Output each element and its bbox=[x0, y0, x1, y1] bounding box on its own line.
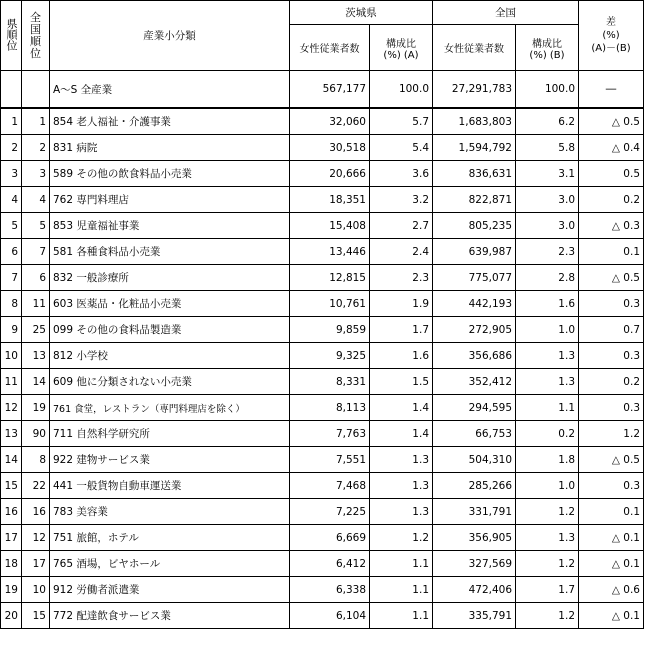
table-row bbox=[1, 265, 644, 291]
national-workers: 327,569 bbox=[433, 551, 516, 577]
pref-rank: 5 bbox=[1, 213, 22, 239]
ibaraki-workers: 8,331 bbox=[290, 369, 370, 395]
ibaraki-ratio: 1.7 bbox=[370, 317, 433, 343]
national-workers-header: 女性従業者数 bbox=[433, 25, 516, 71]
diff: △ 0.4 bbox=[579, 135, 644, 161]
ibaraki-ratio: 1.9 bbox=[370, 291, 433, 317]
national-ratio: 1.2 bbox=[516, 603, 579, 629]
diff: △ 0.1 bbox=[579, 603, 644, 629]
ibaraki-workers: 32,060 bbox=[290, 108, 370, 135]
ibaraki-workers-header: 女性従業者数 bbox=[290, 25, 370, 71]
national-workers: 285,266 bbox=[433, 473, 516, 499]
national-workers: 272,905 bbox=[433, 317, 516, 343]
pref-rank: 7 bbox=[1, 265, 22, 291]
industry-name: 711 自然科学研究所 bbox=[50, 421, 290, 447]
diff: △ 0.5 bbox=[579, 108, 644, 135]
ibaraki-header: 茨城県 bbox=[290, 1, 433, 25]
ibaraki-workers: 20,666 bbox=[290, 161, 370, 187]
national-ratio: 1.7 bbox=[516, 577, 579, 603]
pref-rank: 3 bbox=[1, 161, 22, 187]
national-workers: 66,753 bbox=[433, 421, 516, 447]
pref-rank: 11 bbox=[1, 369, 22, 395]
ibaraki-ratio: 2.3 bbox=[370, 265, 433, 291]
table-row bbox=[1, 395, 644, 421]
ibaraki-ratio: 1.4 bbox=[370, 395, 433, 421]
table-row bbox=[1, 603, 644, 629]
national-rank: 5 bbox=[22, 213, 50, 239]
industry-name: 099 その他の食料品製造業 bbox=[50, 317, 290, 343]
industry-name: 853 児童福祉事業 bbox=[50, 213, 290, 239]
national-rank: 90 bbox=[22, 421, 50, 447]
ibaraki-workers: 15,408 bbox=[290, 213, 370, 239]
national-workers: 331,791 bbox=[433, 499, 516, 525]
national-workers: 1,683,803 bbox=[433, 108, 516, 135]
pref-rank: 20 bbox=[1, 603, 22, 629]
national-workers: 356,905 bbox=[433, 525, 516, 551]
ibaraki-workers: 10,761 bbox=[290, 291, 370, 317]
national-ratio: 0.2 bbox=[516, 421, 579, 447]
ibaraki-ratio: 1.3 bbox=[370, 499, 433, 525]
ibaraki-workers: 7,763 bbox=[290, 421, 370, 447]
pref-rank: 4 bbox=[1, 187, 22, 213]
industry-name: 922 建物サービス業 bbox=[50, 447, 290, 473]
pref-rank: 16 bbox=[1, 499, 22, 525]
ibaraki-ratio: 1.2 bbox=[370, 525, 433, 551]
diff: 0.5 bbox=[579, 161, 644, 187]
ibaraki-ratio: 2.4 bbox=[370, 239, 433, 265]
national-ratio: 5.8 bbox=[516, 135, 579, 161]
diff: 0.2 bbox=[579, 369, 644, 395]
industry-name: 589 その他の飲食料品小売業 bbox=[50, 161, 290, 187]
national-rank-header: 全国順位 bbox=[22, 1, 50, 71]
national-ratio: 2.8 bbox=[516, 265, 579, 291]
diff: 0.3 bbox=[579, 473, 644, 499]
diff: △ 0.1 bbox=[579, 525, 644, 551]
national-workers: 356,686 bbox=[433, 343, 516, 369]
national-ratio: 1.2 bbox=[516, 551, 579, 577]
industry-name: 812 小学校 bbox=[50, 343, 290, 369]
ibaraki-workers: 8,113 bbox=[290, 395, 370, 421]
table-row bbox=[1, 421, 644, 447]
pref-rank: 10 bbox=[1, 343, 22, 369]
industry-name: 832 一般診療所 bbox=[50, 265, 290, 291]
national-rank: 7 bbox=[22, 239, 50, 265]
national-rank: 12 bbox=[22, 525, 50, 551]
national-ratio: 2.3 bbox=[516, 239, 579, 265]
national-ratio: 1.0 bbox=[516, 473, 579, 499]
industry-name: 751 旅館，ホテル bbox=[50, 525, 290, 551]
national-ratio: 1.3 bbox=[516, 369, 579, 395]
table-row bbox=[1, 108, 644, 135]
total-diff: ― bbox=[579, 71, 644, 109]
industry-name: 783 美容業 bbox=[50, 499, 290, 525]
diff: 0.2 bbox=[579, 187, 644, 213]
pref-rank: 14 bbox=[1, 447, 22, 473]
national-ratio: 1.8 bbox=[516, 447, 579, 473]
national-header: 全国 bbox=[433, 1, 579, 25]
ibaraki-ratio: 1.1 bbox=[370, 577, 433, 603]
pref-rank: 6 bbox=[1, 239, 22, 265]
table-row bbox=[1, 213, 644, 239]
national-ratio: 1.6 bbox=[516, 291, 579, 317]
pref-rank-header: 県順位 bbox=[1, 1, 22, 71]
industry-name: 772 配達飲食サービス業 bbox=[50, 603, 290, 629]
ibaraki-workers: 6,104 bbox=[290, 603, 370, 629]
national-rank: 8 bbox=[22, 447, 50, 473]
table-row bbox=[1, 369, 644, 395]
ibaraki-workers: 9,859 bbox=[290, 317, 370, 343]
national-rank: 11 bbox=[22, 291, 50, 317]
national-ratio: 3.0 bbox=[516, 213, 579, 239]
ibaraki-ratio: 1.3 bbox=[370, 447, 433, 473]
diff: 1.2 bbox=[579, 421, 644, 447]
national-workers: 822,871 bbox=[433, 187, 516, 213]
ibaraki-ratio: 1.1 bbox=[370, 603, 433, 629]
ibaraki-workers: 12,815 bbox=[290, 265, 370, 291]
table-row bbox=[1, 343, 644, 369]
national-ratio: 1.0 bbox=[516, 317, 579, 343]
national-workers: 294,595 bbox=[433, 395, 516, 421]
national-rank: 15 bbox=[22, 603, 50, 629]
ibaraki-ratio: 1.4 bbox=[370, 421, 433, 447]
ibaraki-workers: 7,225 bbox=[290, 499, 370, 525]
ibaraki-ratio-header: 構成比 (%) (A) bbox=[370, 25, 433, 71]
pref-rank: 9 bbox=[1, 317, 22, 343]
ibaraki-ratio: 1.3 bbox=[370, 473, 433, 499]
table-row bbox=[1, 317, 644, 343]
ibaraki-ratio: 5.7 bbox=[370, 108, 433, 135]
ibaraki-ratio: 2.7 bbox=[370, 213, 433, 239]
national-workers: 805,235 bbox=[433, 213, 516, 239]
national-ratio: 3.1 bbox=[516, 161, 579, 187]
ibaraki-ratio: 5.4 bbox=[370, 135, 433, 161]
national-ratio-header: 構成比 (%) (B) bbox=[516, 25, 579, 71]
national-ratio: 1.2 bbox=[516, 499, 579, 525]
pref-rank: 18 bbox=[1, 551, 22, 577]
difference-header: 差 (%) (A)－(B) bbox=[579, 1, 644, 71]
industry-name: 912 労働者派遣業 bbox=[50, 577, 290, 603]
ibaraki-ratio: 1.5 bbox=[370, 369, 433, 395]
ibaraki-workers: 13,446 bbox=[290, 239, 370, 265]
pref-rank: 2 bbox=[1, 135, 22, 161]
national-ratio: 3.0 bbox=[516, 187, 579, 213]
national-workers: 504,310 bbox=[433, 447, 516, 473]
national-rank: 25 bbox=[22, 317, 50, 343]
national-ratio: 1.1 bbox=[516, 395, 579, 421]
diff: 0.1 bbox=[579, 239, 644, 265]
ibaraki-ratio: 1.1 bbox=[370, 551, 433, 577]
ibaraki-workers: 6,338 bbox=[290, 577, 370, 603]
diff: 0.7 bbox=[579, 317, 644, 343]
pref-rank: 12 bbox=[1, 395, 22, 421]
national-workers: 1,594,792 bbox=[433, 135, 516, 161]
national-rank: 22 bbox=[22, 473, 50, 499]
pref-rank: 19 bbox=[1, 577, 22, 603]
industry-name: 441 一般貨物自動車運送業 bbox=[50, 473, 290, 499]
national-ratio: 1.3 bbox=[516, 343, 579, 369]
table-row bbox=[1, 291, 644, 317]
diff: 0.3 bbox=[579, 291, 644, 317]
diff: △ 0.6 bbox=[579, 577, 644, 603]
ibaraki-workers: 6,412 bbox=[290, 551, 370, 577]
pref-rank: 15 bbox=[1, 473, 22, 499]
industry-name: 831 病院 bbox=[50, 135, 290, 161]
national-ratio: 6.2 bbox=[516, 108, 579, 135]
national-rank: 14 bbox=[22, 369, 50, 395]
table-row bbox=[1, 473, 644, 499]
national-workers: 335,791 bbox=[433, 603, 516, 629]
total-industry: A～S 全産業 bbox=[50, 71, 290, 109]
pref-rank: 1 bbox=[1, 108, 22, 135]
national-workers: 352,412 bbox=[433, 369, 516, 395]
national-rank: 13 bbox=[22, 343, 50, 369]
table-row bbox=[1, 161, 644, 187]
table-row bbox=[1, 447, 644, 473]
ibaraki-workers: 18,351 bbox=[290, 187, 370, 213]
table-row bbox=[1, 499, 644, 525]
total-national-workers: 27,291,783 bbox=[433, 71, 516, 109]
total-ibaraki-ratio: 100.0 bbox=[370, 71, 433, 109]
table-row bbox=[1, 187, 644, 213]
diff: △ 0.5 bbox=[579, 265, 644, 291]
pref-rank: 13 bbox=[1, 421, 22, 447]
ibaraki-workers: 30,518 bbox=[290, 135, 370, 161]
diff: 0.3 bbox=[579, 343, 644, 369]
diff: 0.3 bbox=[579, 395, 644, 421]
table-row bbox=[1, 551, 644, 577]
national-rank: 6 bbox=[22, 265, 50, 291]
national-workers: 775,077 bbox=[433, 265, 516, 291]
national-rank: 3 bbox=[22, 161, 50, 187]
industry-name: 761 食堂，レストラン（専門料理店を除く） bbox=[50, 395, 290, 421]
ibaraki-ratio: 3.2 bbox=[370, 187, 433, 213]
pref-rank: 17 bbox=[1, 525, 22, 551]
industry-name: 765 酒場，ビヤホール bbox=[50, 551, 290, 577]
national-workers: 442,193 bbox=[433, 291, 516, 317]
table-row bbox=[1, 525, 644, 551]
national-workers: 639,987 bbox=[433, 239, 516, 265]
industry-name: 609 他に分類されない小売業 bbox=[50, 369, 290, 395]
total-row bbox=[1, 71, 644, 109]
national-rank: 1 bbox=[22, 108, 50, 135]
ibaraki-workers: 9,325 bbox=[290, 343, 370, 369]
total-national-ratio: 100.0 bbox=[516, 71, 579, 109]
pref-rank: 8 bbox=[1, 291, 22, 317]
table-row bbox=[1, 135, 644, 161]
national-rank: 17 bbox=[22, 551, 50, 577]
national-rank: 4 bbox=[22, 187, 50, 213]
ibaraki-workers: 7,468 bbox=[290, 473, 370, 499]
diff: 0.1 bbox=[579, 499, 644, 525]
national-workers: 836,631 bbox=[433, 161, 516, 187]
diff: △ 0.5 bbox=[579, 447, 644, 473]
total-ibaraki-workers: 567,177 bbox=[290, 71, 370, 109]
industry-name: 854 老人福祉・介護事業 bbox=[50, 108, 290, 135]
industry-name: 603 医薬品・化粧品小売業 bbox=[50, 291, 290, 317]
ibaraki-workers: 7,551 bbox=[290, 447, 370, 473]
national-rank: 19 bbox=[22, 395, 50, 421]
national-rank: 2 bbox=[22, 135, 50, 161]
ibaraki-ratio: 3.6 bbox=[370, 161, 433, 187]
national-workers: 472,406 bbox=[433, 577, 516, 603]
industry-header: 産業小分類 bbox=[50, 1, 290, 71]
national-ratio: 1.3 bbox=[516, 525, 579, 551]
ibaraki-ratio: 1.6 bbox=[370, 343, 433, 369]
industry-name: 762 専門料理店 bbox=[50, 187, 290, 213]
industry-name: 581 各種食料品小売業 bbox=[50, 239, 290, 265]
national-rank: 10 bbox=[22, 577, 50, 603]
table-row bbox=[1, 577, 644, 603]
diff: △ 0.3 bbox=[579, 213, 644, 239]
table-row bbox=[1, 239, 644, 265]
diff: △ 0.1 bbox=[579, 551, 644, 577]
national-rank: 16 bbox=[22, 499, 50, 525]
ibaraki-workers: 6,669 bbox=[290, 525, 370, 551]
